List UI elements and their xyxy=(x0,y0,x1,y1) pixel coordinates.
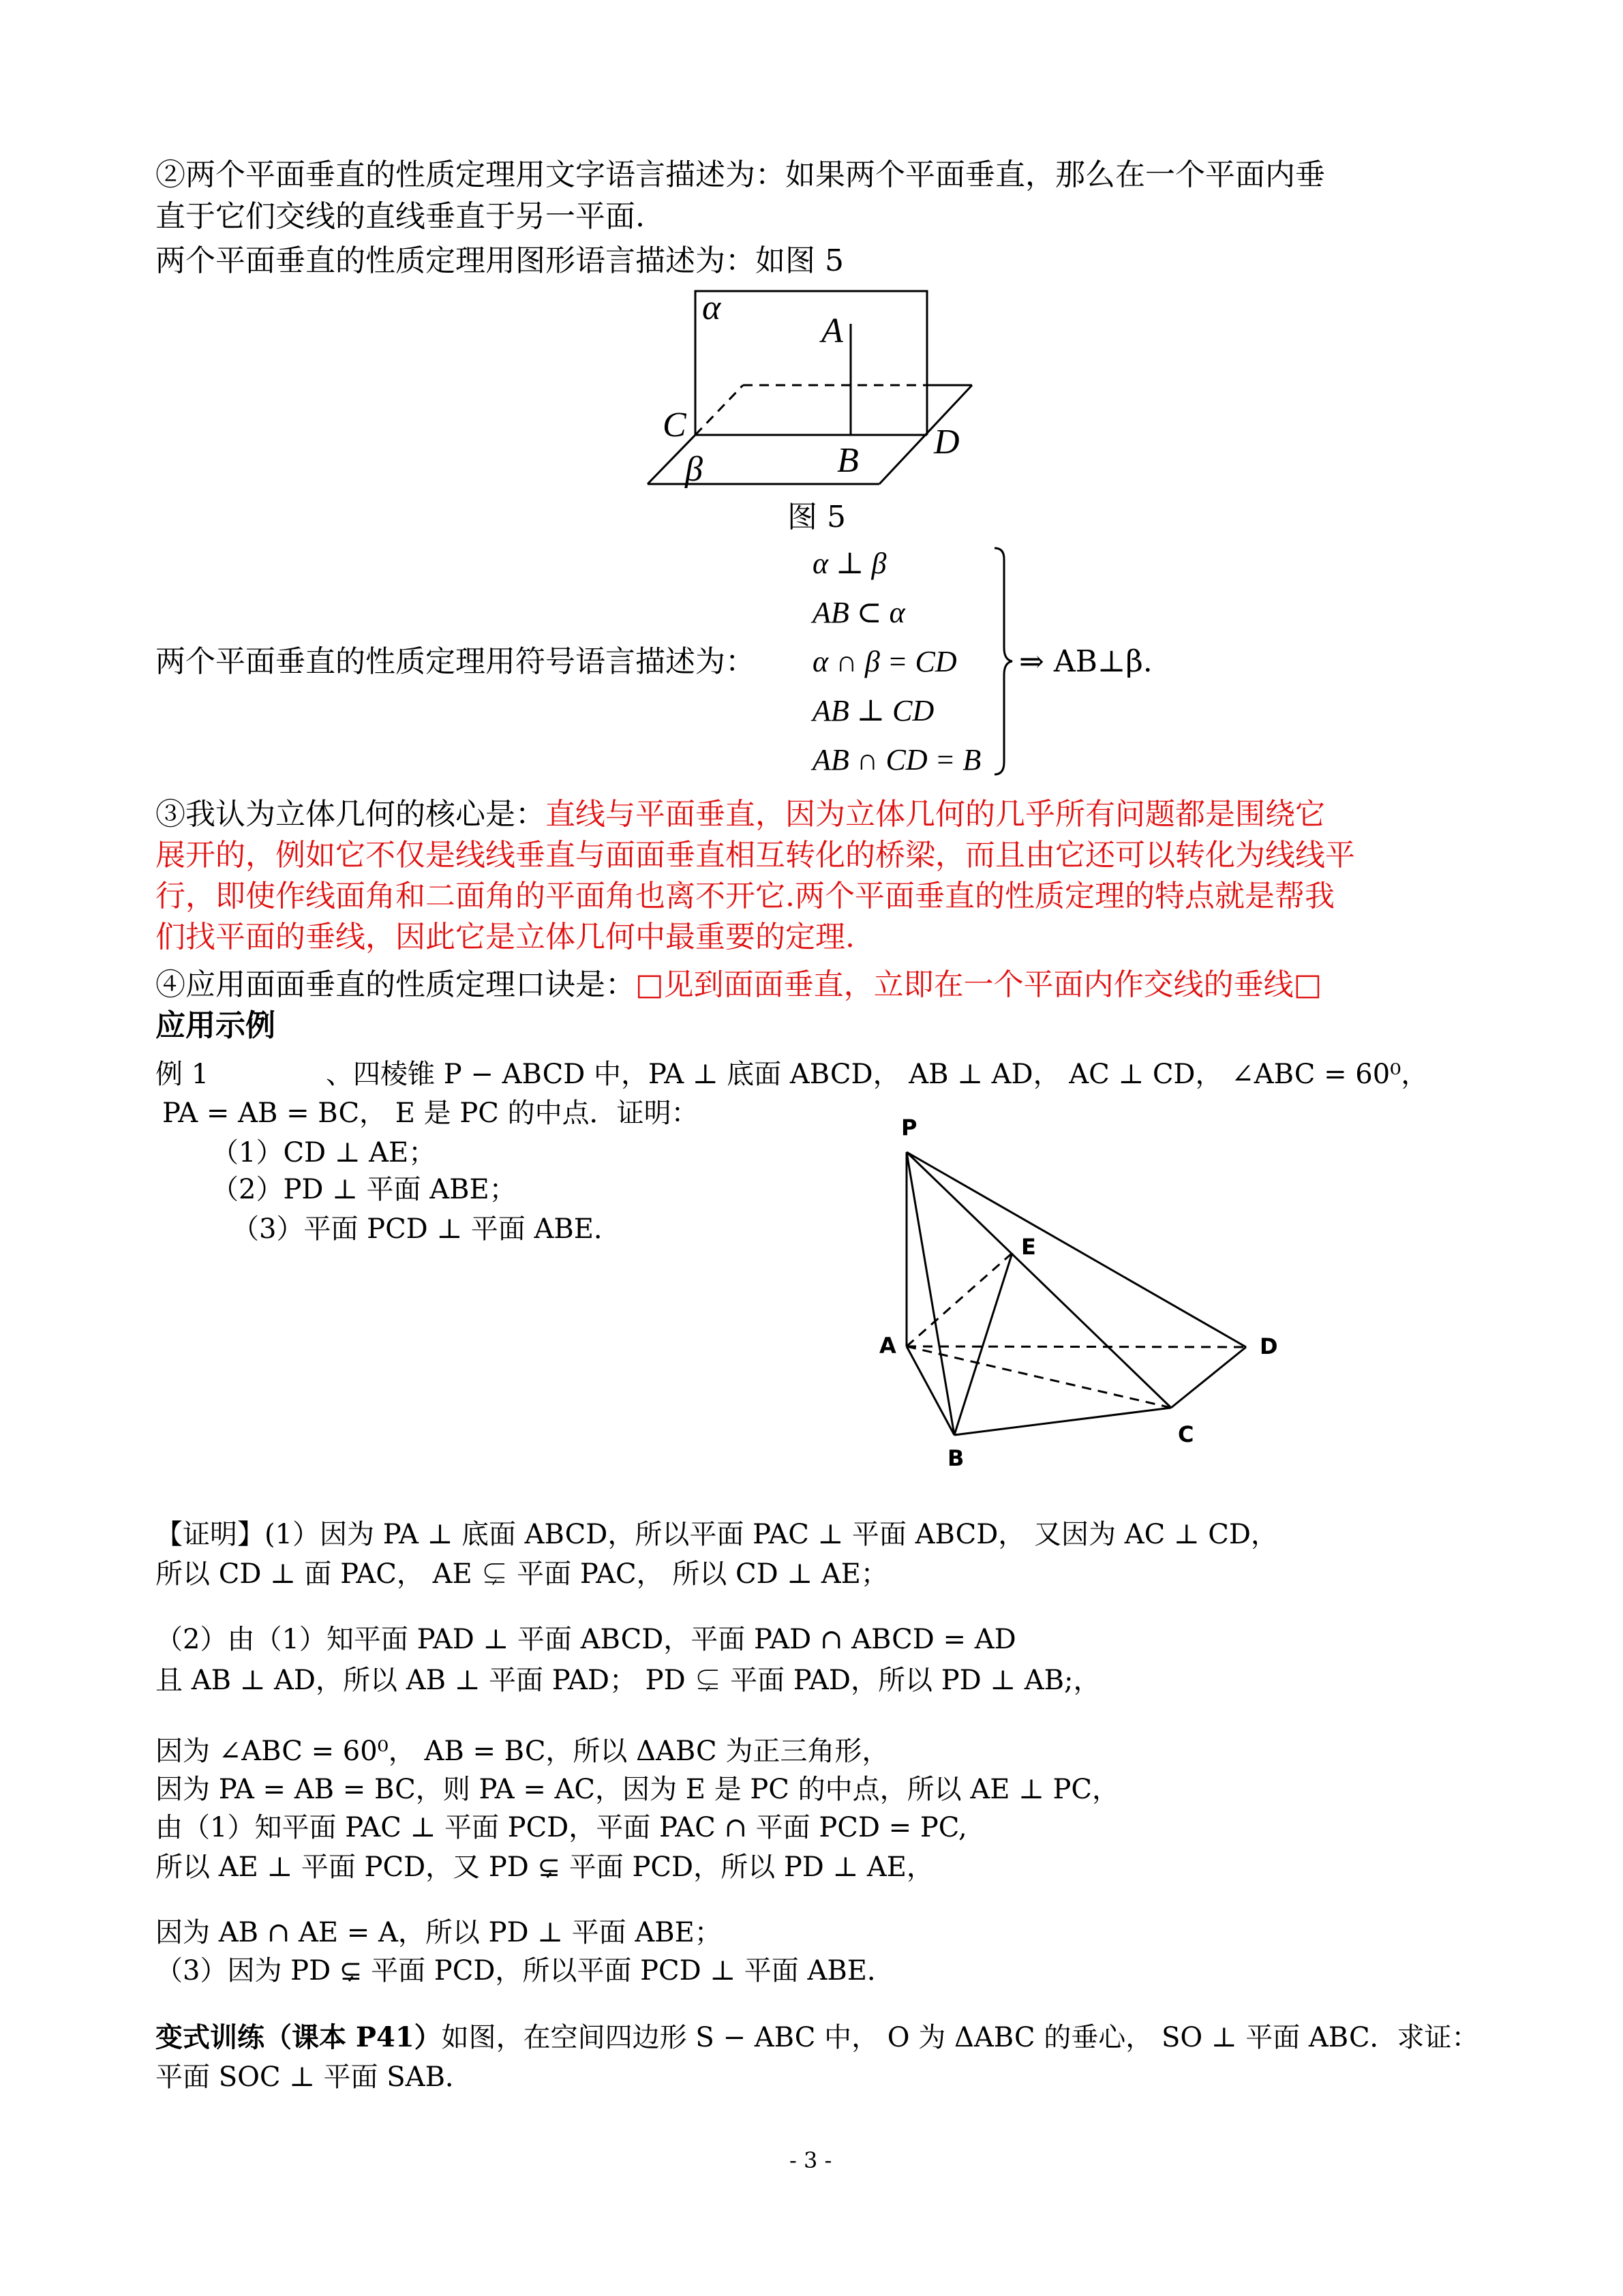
label-D: D xyxy=(1260,1333,1278,1359)
label-P: P xyxy=(901,1115,917,1141)
symbolic-conclusion: ⇒ AB⊥β. xyxy=(1019,644,1153,679)
example-line-2: PA = AB = BC， E 是 PC 的中点．证明： xyxy=(162,1098,699,1129)
symbolic-condition-5: AB ∩ CD = B xyxy=(813,743,982,776)
proof-line-6: 因为 PA = AB = BC，则 PA = AC，因为 E 是 PC 的中点，所以 AE ⊥ PC， xyxy=(155,1774,1119,1805)
label-alpha: α xyxy=(702,288,721,327)
core-red-3: 行，即使作线面角和二面角的平面角也离不开它.两个平面垂直的性质定理的特点就是帮我 xyxy=(155,879,1335,913)
example-question-3: （3）平面 PCD ⊥ 平面 ABE． xyxy=(232,1213,621,1245)
mnemonic-prefix: ④应用面面垂直的性质定理口诀是： xyxy=(155,967,635,1002)
section-heading: 应用示例 xyxy=(155,1008,275,1043)
proof-line-7: 由（1）知平面 PAC ⊥ 平面 PCD，平面 PAC ∩ 平面 PCD = PC, xyxy=(155,1812,967,1843)
example-question-2: （2）PD ⊥ 平面 ABE； xyxy=(211,1174,517,1205)
figure-5-planes xyxy=(634,286,1016,491)
page-number: - 3 - xyxy=(789,2147,832,2173)
label-D: D xyxy=(934,423,960,462)
symbolic-condition-3: α ∩ β = CD xyxy=(813,645,957,678)
variant-line-1 xyxy=(155,2018,1479,2057)
label-C: C xyxy=(1178,1421,1194,1447)
core-line-1 xyxy=(155,795,1325,834)
symbolic-condition-4: AB ⊥ CD xyxy=(813,694,935,727)
symbolic-lead: 两个平面垂直的性质定理用符号语言描述为： xyxy=(155,644,755,679)
pyramid-figure xyxy=(873,1104,1295,1472)
label-E: E xyxy=(1021,1234,1036,1260)
core-red-2: 展开的，例如它不仅是线线垂直与面面垂直相互转化的桥梁，而且由它还可以转化为线线平 xyxy=(155,838,1355,873)
core-prefix: ③我认为立体几何的核心是： xyxy=(155,797,545,832)
proof-line-1: 【证明】(1）因为 PA ⊥ 底面 ABCD，所以平面 PAC ⊥ 平面 ABCD， 又因为 AC ⊥ CD， xyxy=(155,1519,1278,1550)
label-B: B xyxy=(837,441,859,480)
variant-line-2: 平面 SOC ⊥ 平面 SAB． xyxy=(155,2061,472,2093)
example-line-1: 、四棱锥 P − ABCD 中，PA ⊥ 底面 ABCD， AB ⊥ AD， AC ⊥ CD， ∠ABC = 60⁰， xyxy=(326,1059,1429,1090)
figure-5-caption: 图 5 xyxy=(787,500,846,534)
symbolic-condition-2: AB ⊂ α xyxy=(813,596,905,629)
core-red-4: 们找平面的垂线，因此它是立体几何中最重要的定理. xyxy=(155,920,855,954)
mnemonic-red: □见到面面垂直，立即在一个平面内作交线的垂线□ xyxy=(635,967,1322,1002)
proof-line-10: （3）因为 PD ⊊ 平面 PCD，所以平面 PCD ⊥ 平面 ABE． xyxy=(155,1955,894,1987)
label-A: A xyxy=(821,312,843,350)
example-question-1: （1）CD ⊥ AE； xyxy=(211,1137,436,1168)
example-label: 例 1 xyxy=(155,1059,209,1090)
theorem-text-line-1: ②两个平面垂直的性质定理用文字语言描述为：如果两个平面垂直，那么在一个平面内垂 xyxy=(155,157,1325,192)
proof-line-9: 因为 AB ∩ AE = A，所以 PD ⊥ 平面 ABE； xyxy=(155,1917,722,1948)
proof-line-2: 所以 CD ⊥ 面 PAC， AE ⊊ 平面 PAC， 所以 CD ⊥ AE； xyxy=(155,1558,888,1590)
symbolic-condition-1: α ⊥ β xyxy=(813,547,887,580)
theorem-text-line-2: 直于它们交线的直线垂直于另一平面. xyxy=(155,199,645,234)
variant-text-1: 如图，在空间四边形 S − ABC 中， O 为 ΔABC 的垂心， SO ⊥ 平面 ABC．求证： xyxy=(441,2022,1479,2053)
proof-line-8: 所以 AE ⊥ 平面 PCD，又 PD ⊊ 平面 PCD，所以 PD ⊥ AE， xyxy=(155,1852,934,1883)
proof-line-3: （2）由（1）知平面 PAD ⊥ 平面 ABCD，平面 PAD ∩ ABCD = AD xyxy=(155,1624,1016,1655)
brace-icon xyxy=(992,545,1019,777)
theorem-figure-intro: 两个平面垂直的性质定理用图形语言描述为：如图 5 xyxy=(155,243,844,278)
mnemonic-line xyxy=(155,965,1322,1005)
label-B: B xyxy=(947,1445,965,1471)
proof-line-5: 因为 ∠ABC = 60⁰， AB = BC，所以 ΔABC 为正三角形， xyxy=(155,1736,890,1767)
label-C: C xyxy=(663,406,686,444)
core-red-1: 直线与平面垂直，因为立体几何的几乎所有问题都是围绕它 xyxy=(545,797,1325,832)
proof-line-4: 且 AB ⊥ AD，所以 AB ⊥ 平面 PAD； PD ⊊ 平面 PAD，所以 PD ⊥ AB;， xyxy=(155,1665,1101,1696)
label-beta: β xyxy=(685,450,703,489)
label-A: A xyxy=(879,1333,896,1359)
variant-title: 变式训练（课本 P41） xyxy=(155,2021,442,2053)
